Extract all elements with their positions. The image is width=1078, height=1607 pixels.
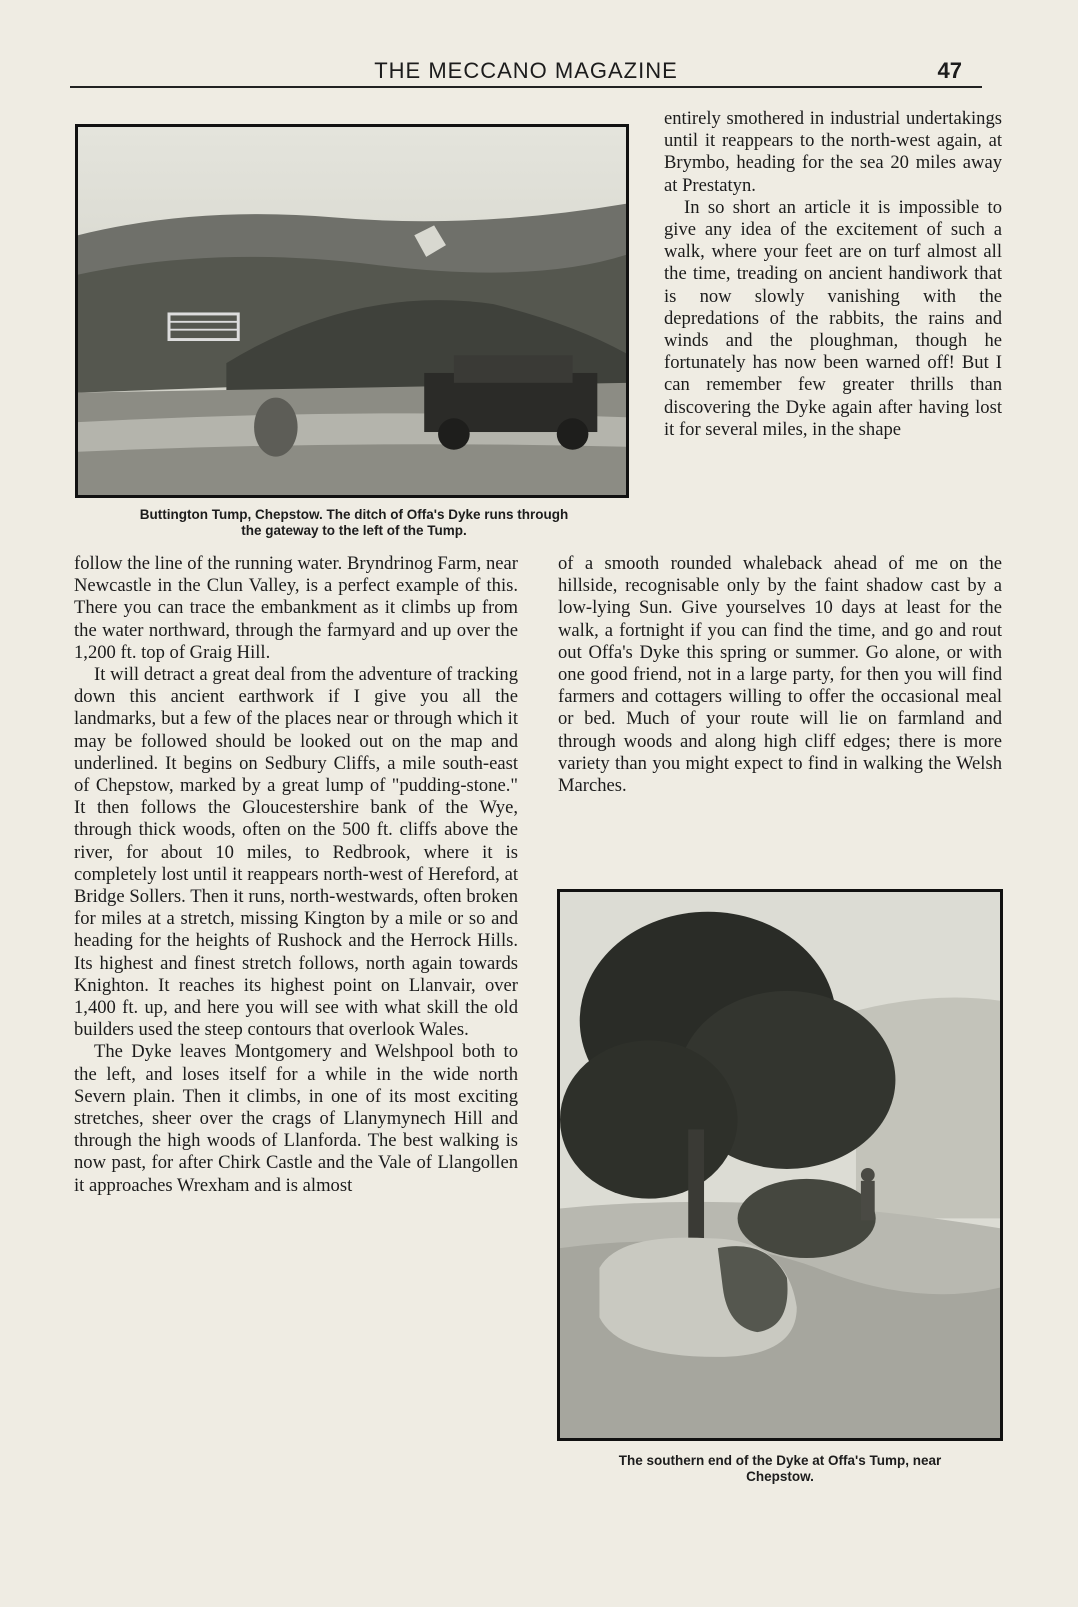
- paragraph-left-1: follow the line of the running water. Bryndrinog Farm, near Newcastle in the Clun Valley, is a perfect example of this. There you can trace the embankment as it climbs up from the water northward, through the farmyard and up over the 1,200 ft. top of Graig Hill.: [74, 553, 518, 663]
- paragraph-left-3: The Dyke leaves Montgomery and Welshpool both to the left, and loses itself for a while in the wide north Severn plain. Then it climbs, in one of its most exciting stretches, sheer over the crags of Llanymynech Hill and through the high woods of Llanforda. The best walking is now past, for after Chirk Castle and the Vale of Llangollen it approaches Wrexham and is almost: [74, 1041, 518, 1196]
- photo-offas-tump: [557, 889, 1003, 1441]
- left-column: [74, 553, 518, 1197]
- right-column-upper: [664, 108, 1002, 441]
- photo-buttington-tump: [75, 124, 629, 498]
- magazine-title: THE MECCANO MAGAZINE: [374, 58, 678, 83]
- caption-top-line2: the gateway to the left of the Tump.: [241, 523, 467, 538]
- caption-top-line1: Buttington Tump, Chepstow. The ditch of Offa's Dyke runs through: [139, 507, 569, 522]
- paragraph-right-2: In so short an article it is impossible to give any idea of the excitement of such a walk, where your feet are on turf almost all the time, treading on ancient handiwork that is now slowly vanishing with the depredations of the rabbits, the rains and winds and the ploughman, though he fortunately has now been warned off! But I can remember few greater thrills than discovering the Dyke again after having lost it for several miles, in the shape: [664, 196, 1002, 440]
- paragraph-right-1: entirely smothered in industrial undertakings until it reappears to the north-west again, at Brymbo, heading for the sea 20 miles away at Prestatyn.: [664, 108, 1002, 196]
- caption-bottom-photo: [548, 1453, 1012, 1485]
- caption-bottom-line1: The southern end of the Dyke at Offa's Tump, near: [618, 1453, 942, 1468]
- caption-top-photo: [70, 507, 638, 539]
- page-header: [70, 56, 982, 88]
- paragraph-left-2: It will detract a great deal from the adventure of tracking down this ancient earthwork if I give you all the landmarks, but a few of the places near or through which it may be followed should be looked out on the map and underlined. It begins on Sedbury Cliffs, a mile south-east of Chepstow, marked by a great lump of "pudding-stone." It then follows the Gloucestershire bank of the Wye, through thick woods, often on the 500 ft. cliffs above the river, for about 10 miles, to Redbrook, where it is completely lost until it reappears north-west of Hereford, at Bridge Sollers. Then it runs, north-westwards, often broken for miles at a stretch, missing Kington by a mile or so and heading for the heights of Rushock and the Herrock Hills. Its highest and finest stretch follows, north again towards Knighton. It reaches its highest point on Llanvair, over 1,400 ft. up, and here you will see with what skill the old builders used the steep contours that overlook Wales.: [74, 664, 518, 1041]
- caption-bottom-line2: Chepstow.: [746, 1469, 814, 1484]
- paragraph-right-3: of a smooth rounded whaleback ahead of me on the hillside, recognisable only by the faint shadow cast by a low-lying Sun. Give yourselves 10 days at least for the walk, a fortnight if you can find the time, and go and rout out Offa's Dyke this spring or summer. Go alone, or with one good friend, not in a large party, for then you will find farmers and cottagers willing to offer the occasional meal or bed. Much of your route will lie on farmland and through woods and along high cliff edges; there is more variety than you might expect to find in walking the Welsh Marches.: [558, 553, 1002, 797]
- photo-buttington-tump-image: [78, 127, 626, 495]
- right-column-lower: [558, 553, 1002, 797]
- page-number: 47: [937, 58, 962, 83]
- photo-offas-tump-image: [560, 892, 1000, 1438]
